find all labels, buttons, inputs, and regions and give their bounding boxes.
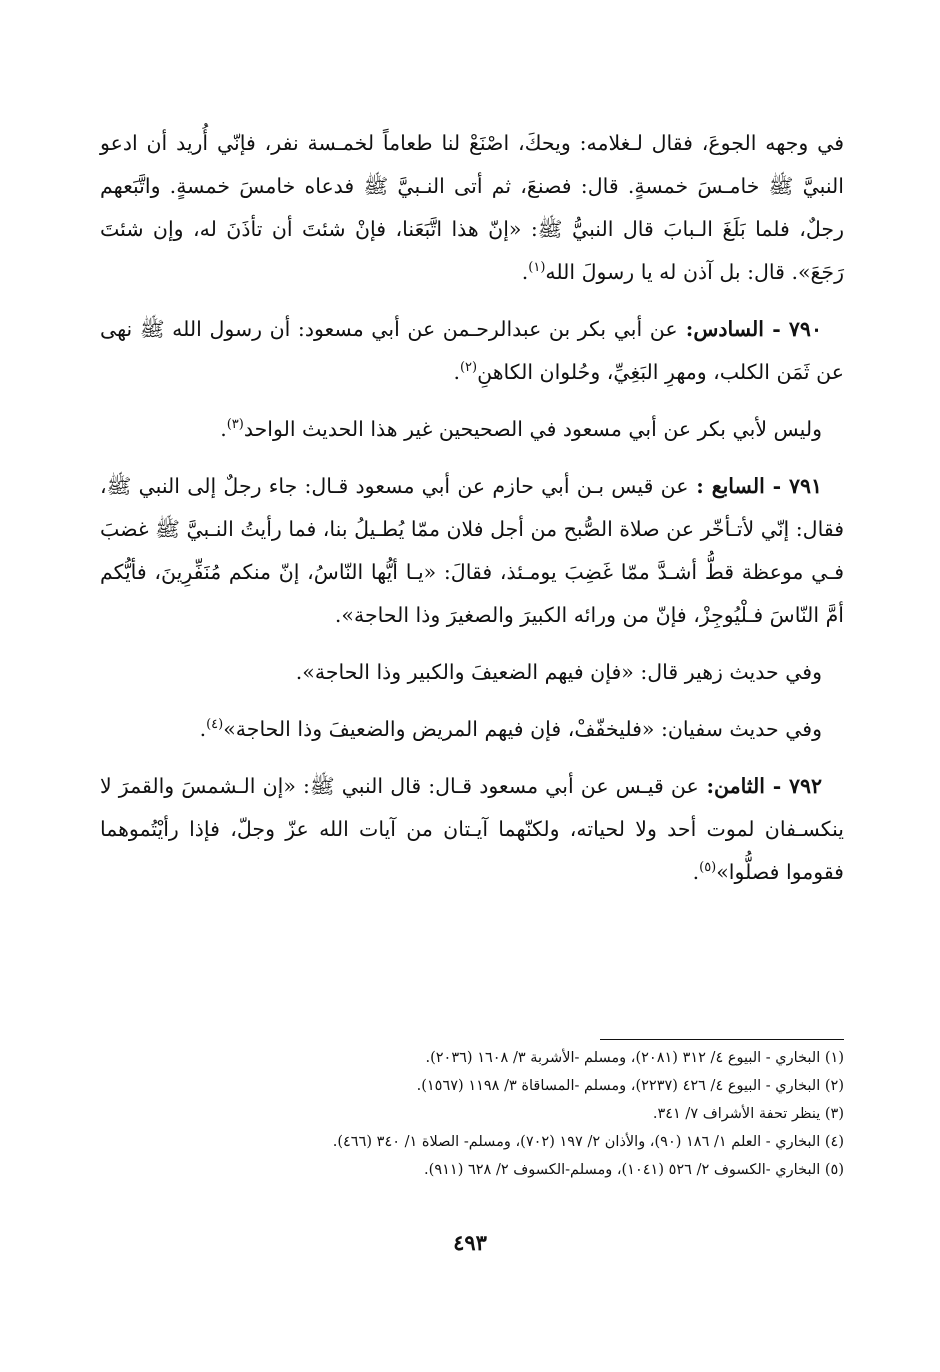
body-text xyxy=(100,122,844,908)
paragraph-text: وفي حديث زهير قال: «فإن فيهم الضعيفَ والكبير وذا الحاجة». xyxy=(295,660,822,684)
hadith-number: ٧٩٠ xyxy=(788,317,822,341)
footnote-ref[interactable]: (٤) xyxy=(206,717,224,733)
footnote-3: (٣) ينظر تحفة الأشراف ٧/ ٣٤١. xyxy=(652,1106,844,1122)
paragraph-text: وليس لأبي بكر عن أبي مسعود في الصحيحين غير هذا الحديث الواحد xyxy=(243,417,822,441)
paragraph-end: . xyxy=(521,260,529,284)
hadith-title-colon: : xyxy=(698,774,715,798)
paragraph-text: عن أبي بكر بن عبدالرحـمن عن أبي مسعود: أن رسول الله ﷺ نهى عن ثَمَن الكلب، ومهرِ البَغِيِّ، وحُلوان الكاهنِ xyxy=(100,317,844,384)
paragraph-text: عن قيس بـن أبي حازم عن أبي مسعود قـال: جاء رجلٌ إلى النبي ﷺ، فقال: إنّي لأتـأخّر عن صلاة الصُّبح من أجل فلان ممّا يُطـيلُ بنا، فما رأيتُ النـبيَّ ﷺ غضبَ فـي موعظة قطُّ أشـدَّ ممّا غَضِبَ يومـئذ، فقالَ: «يـا أيُّها النّاسُ، إنّ منكم مُنَفِّرِينَ، فأيُّكم أمَّ النّاسَ فـلْيُوجِزْ، فإنّ من ورائه الكبيرَ والصغيرَ وذا الحاجة». xyxy=(100,474,844,627)
hadith-number: ٧٩١ xyxy=(788,474,822,498)
paragraph-sufyan xyxy=(100,708,844,751)
footnote-ref[interactable]: (٢) xyxy=(459,360,478,376)
footnote-ref[interactable]: (٣) xyxy=(226,417,244,433)
page-number: ٤٩٣ xyxy=(453,1230,487,1255)
footnote-1: (١) البخاري - البيوع ٤/ ٣١٢ (٢٠٨١)، ومسلم -الأشربة ٣/ ١٦٠٨ (٢٠٣٦). xyxy=(425,1050,844,1066)
paragraph-zuhair xyxy=(100,651,844,694)
hadith-title-colon: : xyxy=(677,317,694,341)
paragraph-end: . xyxy=(199,717,207,741)
hadith-791 xyxy=(100,465,844,637)
hadith-title: السادس xyxy=(693,317,765,341)
paragraph-end: . xyxy=(220,417,227,441)
footnote-2: (٢) البخاري - البيوع ٤/ ٤٢٦ (٢٢٣٧)، ومسلم -المساقاة ٣/ ١١٩٨ (١٥٦٧). xyxy=(416,1078,844,1094)
paragraph-end: . xyxy=(692,860,700,884)
footnotes xyxy=(100,1044,844,1184)
footnote-4: (٤) البخاري - العلم ١/ ١٨٦ (٩٠)، والأذان ٢/ ١٩٧ (٧٠٢)، ومسلم- الصلاة ١/ ٣٤٠ (٤٦٦). xyxy=(332,1134,844,1150)
hadith-title-colon: : xyxy=(688,474,712,498)
paragraph-continuation xyxy=(100,122,844,294)
hadith-790 xyxy=(100,308,844,394)
hadith-title-sep: - xyxy=(765,774,789,798)
paragraph-text: في وجهه الجوعَ، فقال لـغلامه: ويحكَ، اصْنَعْ لنا طعاماً لخمـسة نفر، فإنّي أُريد أن ادعو النبيَّ ﷺ خامـسَ خمسةٍ. قال: فصنعَ، ثم أتى النـبيَّ ﷺ فدعاه خامسَ خمسةٍ. واتَّبَعهم رجلٌ، فلما بَلَغَ الـبابَ قال النبيُّ ﷺ: «إنّ هذا اتَّبَعَنا، فإنْ شئتَ أن تأذَنَ له، وإن شئتَ رَجَعَ». قال: بل آذن له يا رسولَ الله xyxy=(100,131,844,284)
paragraph-text: عن قيـس عن أبي مسعود قـال: قال النبي ﷺ: «إن الـشمسَ والقمرَ لا ينكسـفان لموت أحد ولا لحياته، ولكنّهما آيـتان من آيات الله عزّ وجلّ، فإذا رأيْتُموهما فقوموا فصلُّوا» xyxy=(100,774,844,884)
hadith-title-sep: - xyxy=(764,317,789,341)
hadith-792 xyxy=(100,765,844,894)
hadith-title: السابع xyxy=(711,474,765,498)
paragraph-text: وفي حديث سفيان: «فليخفّفْ، فإن فيهم المريض والضعيفَ وذا الحاجة» xyxy=(223,717,822,741)
hadith-number: ٧٩٢ xyxy=(788,774,822,798)
footnote-ref[interactable]: (٥) xyxy=(699,860,717,876)
footnote-divider xyxy=(600,1039,844,1040)
hadith-title: الثامن xyxy=(714,774,765,798)
footnote-ref[interactable]: (١) xyxy=(528,260,546,276)
hadith-title-sep: - xyxy=(764,474,789,498)
paragraph-note xyxy=(100,408,844,451)
footnote-5: (٥) البخاري -الكسوف ٢/ ٥٢٦ (١٠٤١)، ومسلم-الكسوف ٢/ ٦٢٨ (٩١١). xyxy=(424,1162,844,1178)
paragraph-end: . xyxy=(453,360,460,384)
